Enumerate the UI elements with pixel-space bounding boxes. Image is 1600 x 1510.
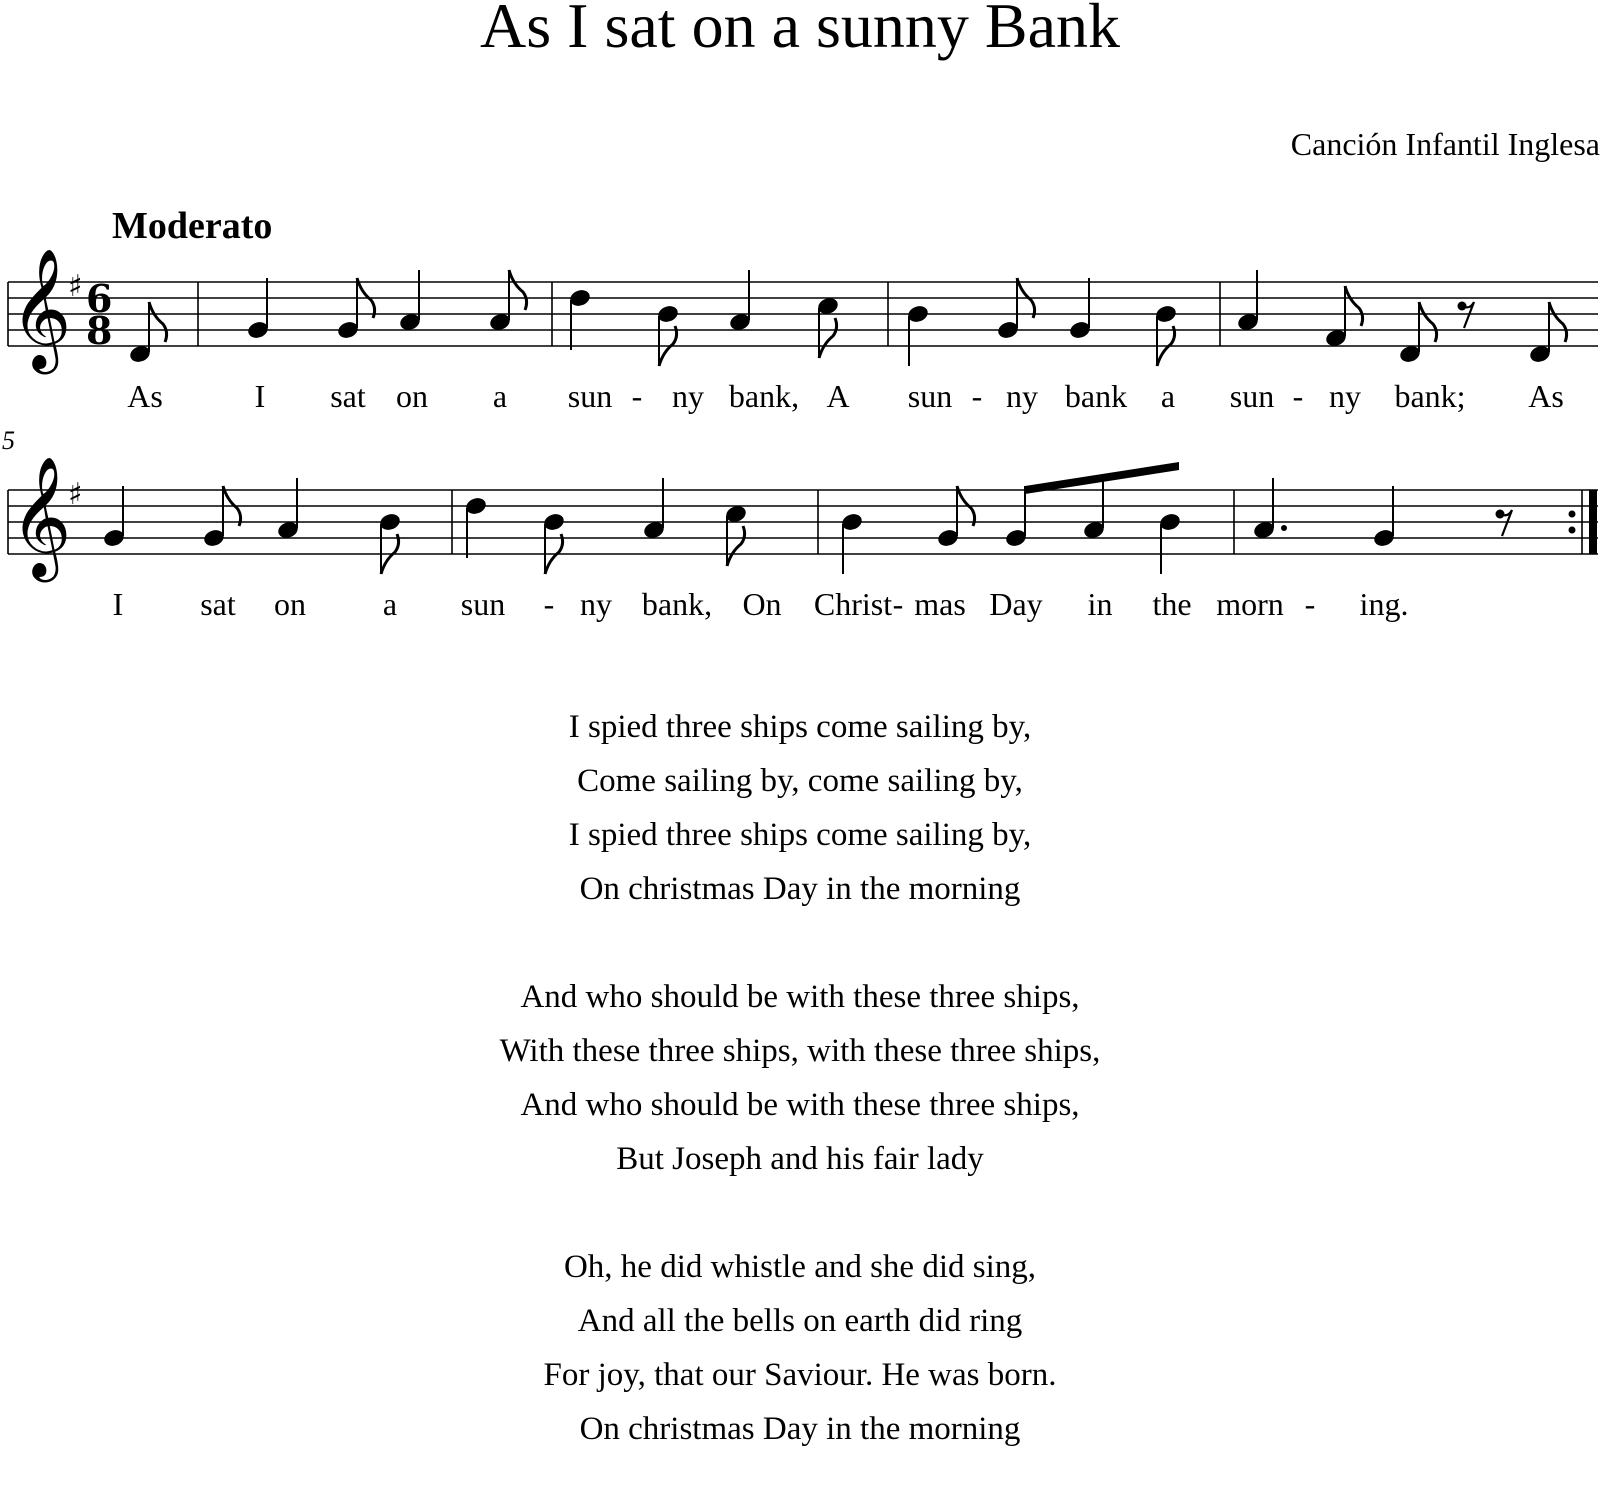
staff-system-2 [8, 455, 1598, 582]
sharp-icon: ♯ [68, 477, 83, 512]
verse-line: With these three ships, with these three ships, [499, 1033, 1101, 1069]
lyric-syllable: on [274, 586, 306, 622]
note-flag [509, 270, 527, 310]
note-flag [819, 318, 837, 358]
verse-line: Come sailing by, come sailing by, [577, 763, 1023, 799]
staff-system-1 [8, 247, 1598, 374]
lyric-hyphen: - [971, 378, 983, 414]
verse-line: I spied three ships come sailing by, [568, 709, 1032, 745]
lyric-syllable: ny [1329, 378, 1361, 414]
lyric-syllable: morn [1216, 586, 1284, 622]
lyric-syllable: As [127, 378, 163, 414]
tempo-marking: Moderato [112, 205, 273, 247]
lyric-syllable: sun [907, 378, 953, 414]
measure-number: 5 [2, 426, 15, 455]
lyric-syllable: ny [672, 378, 704, 414]
song-title: As I sat on a sunny Bank [480, 0, 1120, 61]
verse-line: And who should be with these three ships, [520, 979, 1080, 1015]
lyric-syllable: As [1528, 378, 1564, 414]
treble-clef-icon: 𝄞 [10, 247, 72, 369]
verse-line: Oh, he did whistle and she did sing, [563, 1249, 1037, 1285]
stanza-2 [0, 700, 1600, 916]
lyric-syllable: in [1087, 586, 1113, 622]
final-barline [1589, 490, 1597, 554]
lyric-syllable: I [112, 586, 124, 622]
eighth-rest [1462, 302, 1474, 328]
lyric-syllable: Day [989, 586, 1043, 622]
lyric-hyphen: - [543, 586, 555, 622]
augmentation-dot [1281, 525, 1287, 531]
lyric-syllable: ing. [1359, 586, 1409, 622]
lyric-syllable: A [826, 378, 850, 414]
lyric-syllable: sun [1229, 378, 1275, 414]
lyric-syllable: sat [330, 378, 366, 414]
lyric-syllable: the [1152, 586, 1192, 622]
lyric-syllable: on [396, 378, 428, 414]
note-flag [1345, 286, 1363, 326]
lyric-syllable: ny [1006, 378, 1038, 414]
time-signature-top: 6 [86, 276, 113, 321]
verse-line: And who should be with these three ships, [520, 1087, 1080, 1123]
lyric-hyphen: - [1292, 378, 1304, 414]
verse-line: On christmas Day in the morning [579, 1411, 1021, 1447]
lyric-syllable: bank [1064, 378, 1128, 414]
verses [0, 700, 1600, 1510]
lyric-syllable: a [492, 378, 508, 414]
sharp-icon: ♯ [68, 269, 83, 304]
treble-clef-icon: 𝄞 [10, 455, 72, 577]
lyric-syllable: a [382, 586, 398, 622]
lyric-hyphen: - [1304, 586, 1316, 622]
repeat-dot [1569, 511, 1576, 518]
note-flag [727, 526, 745, 566]
lyric-syllable: sun [567, 378, 613, 414]
lyric-hyphen: - [892, 586, 904, 622]
note-flag [1549, 302, 1567, 342]
note-flag [149, 302, 167, 342]
sheet-music-score [0, 0, 1600, 660]
stanza-3 [0, 970, 1600, 1186]
lyric-syllable: ny [580, 586, 612, 622]
lyric-syllable: bank, [728, 378, 800, 414]
lyric-syllable: a [1160, 378, 1176, 414]
verse-line: I spied three ships come sailing by, [568, 817, 1032, 853]
note-flag [1419, 302, 1437, 342]
lyric-hyphen: - [631, 378, 643, 414]
composer-credit: Canción Infantil Inglesa [1290, 126, 1600, 162]
lyric-syllable: Christ [813, 586, 893, 622]
lyric-syllable: sun [460, 586, 506, 622]
verse-line: And all the bells on earth did ring [577, 1303, 1023, 1339]
repeat-dot [1569, 527, 1576, 534]
lyric-syllable: mas [914, 586, 966, 622]
eighth-rest [1500, 510, 1512, 536]
verse-line: But Joseph and his fair lady [616, 1141, 984, 1177]
lyric-syllable: bank; [1394, 378, 1466, 414]
lyric-syllable: I [254, 378, 266, 414]
time-signature-bottom: 8 [86, 308, 113, 353]
lyric-syllable: On [742, 586, 782, 622]
lyric-syllable: sat [200, 586, 236, 622]
lyric-syllable: bank, [641, 586, 713, 622]
stanza-4 [0, 1240, 1600, 1456]
verse-line: For joy, that our Saviour. He was born. [543, 1357, 1057, 1393]
verse-line: On christmas Day in the morning [579, 871, 1021, 907]
